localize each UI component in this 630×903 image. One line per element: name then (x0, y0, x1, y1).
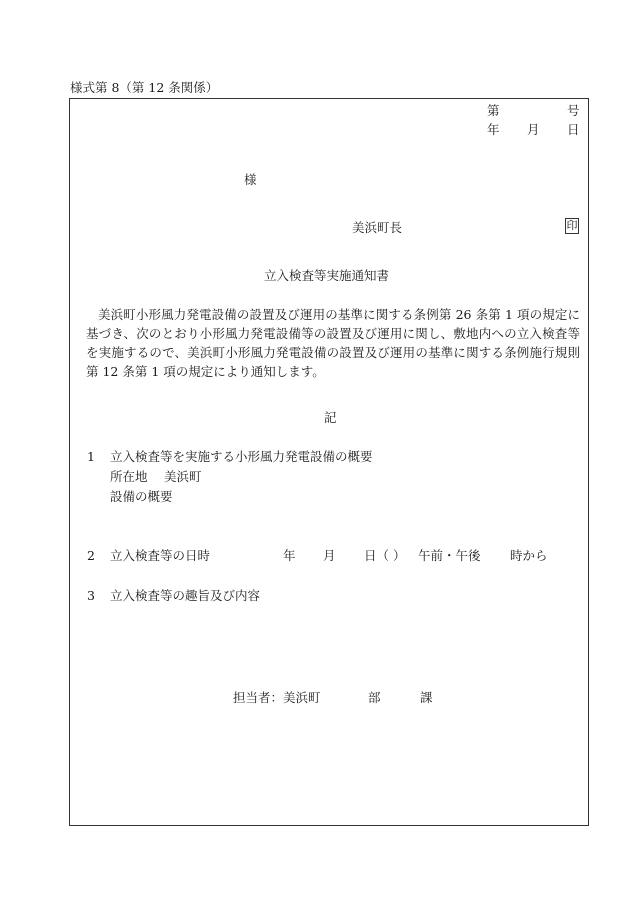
date-day: 日 (567, 122, 580, 137)
document-title: 立入検査等実施通知書 (264, 268, 390, 283)
item1-label: 立入検査等を実施する小形風力発電設備の概要 (110, 449, 373, 464)
body-paragraph: 美浜町小形風力発電設備の設置及び運用の基準に関する条例第 26 条第 1 項の規定に基づき、次のとおり小形風力発電設備等の設置及び運用に関し、敷地内への立入検査等を実施するので、美浜町小形風力発電設備の設置及び運用の基準に関する条例施行規則第 12 条第 1 項の規定により通知します。 (86, 307, 580, 379)
doc-number-prefix: 第 (487, 103, 500, 118)
doc-number-suffix: 号 (567, 103, 580, 118)
date-year: 年 (487, 122, 500, 137)
item3-number: 3 (87, 588, 95, 603)
item2-time: 時から (510, 548, 548, 563)
item1-overview-label: 設備の概要 (110, 489, 173, 504)
item3-label: 立入検査等の趣旨及び内容 (110, 588, 261, 603)
seal-mark: 印 (566, 219, 578, 232)
item2-year: 年 (283, 548, 296, 563)
ki-heading: 記 (324, 410, 337, 425)
contact-section: 課 (420, 690, 433, 705)
item2-day: 日（ ） (364, 548, 406, 563)
item1-location-value: 美浜町 (164, 469, 202, 484)
item1-location-label: 所在地 (110, 469, 148, 484)
form-number-label: 様式第 8（第 12 条関係） (70, 80, 219, 95)
contact-label: 担当者：美浜町 (233, 690, 321, 705)
addressee-honorific: 様 (244, 172, 257, 187)
contact-dept: 部 (368, 690, 381, 705)
item2-number: 2 (87, 548, 95, 563)
item1-number: 1 (87, 449, 95, 464)
sender-name: 美浜町長 (352, 220, 403, 235)
item2-label: 立入検査等の日時 (110, 548, 211, 563)
item2-ampm: 午前・午後 (418, 548, 481, 563)
date-month: 月 (527, 122, 540, 137)
item2-month: 月 (323, 548, 336, 563)
